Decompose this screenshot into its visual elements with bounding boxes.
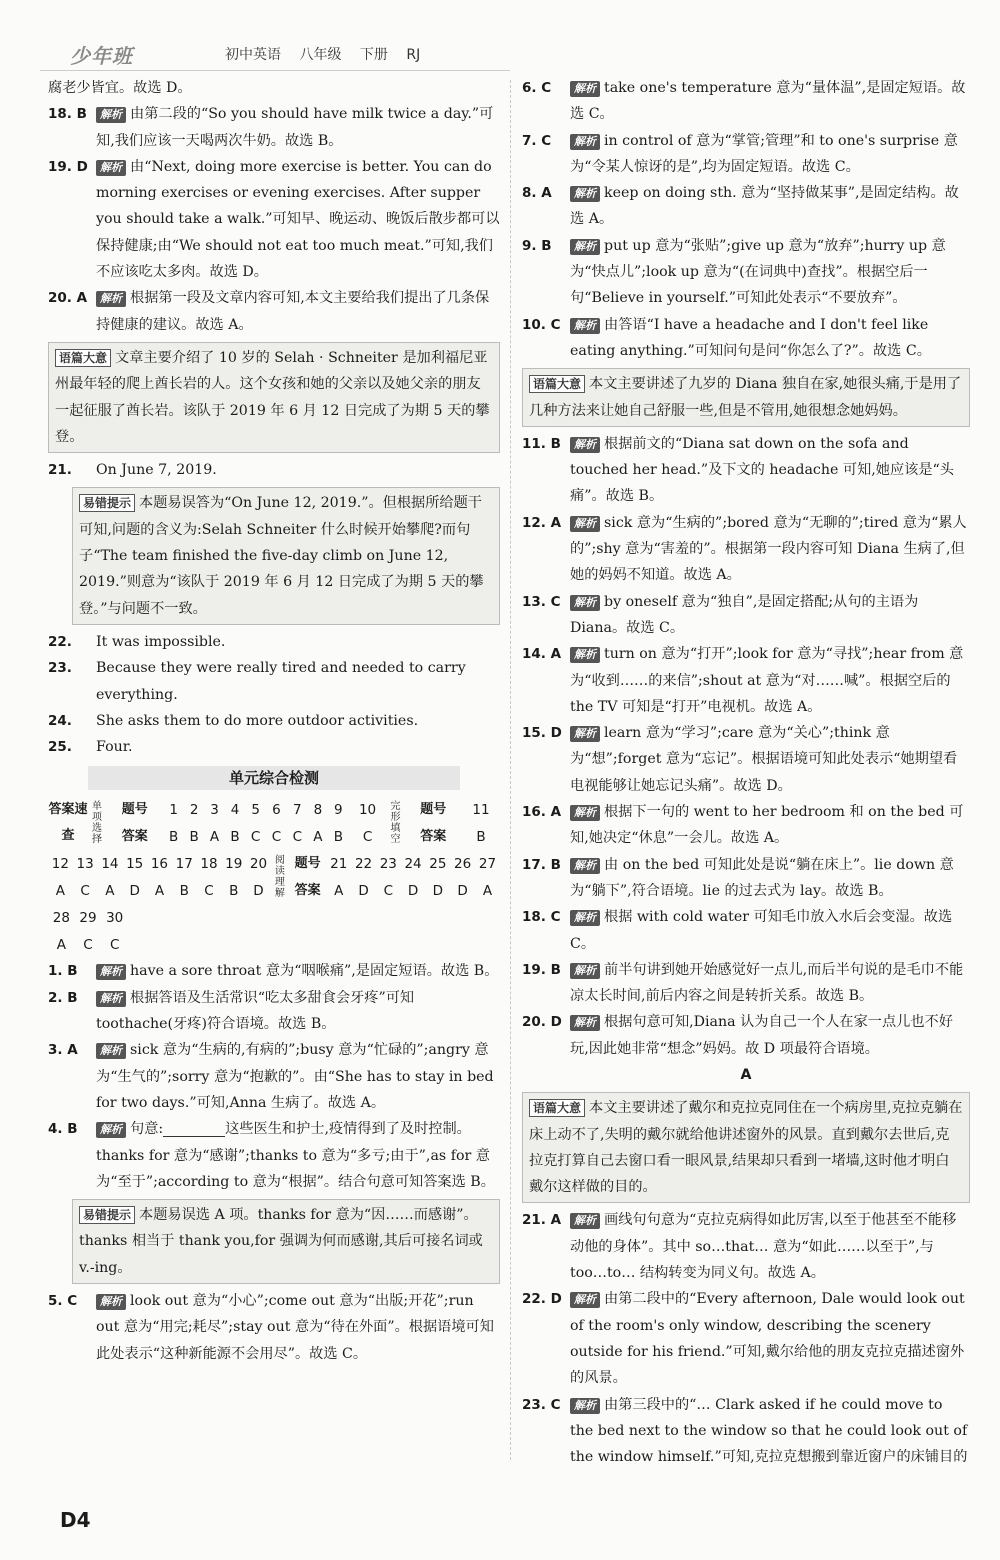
analysis-tag: 解析 [96, 1122, 126, 1138]
answer-number: 9. B [522, 237, 552, 254]
grade-label: 八年级 [299, 47, 342, 63]
answer-text [570, 1009, 970, 1062]
tip-label: 易错提示 [79, 494, 135, 512]
analysis-tag: 解析 [96, 1294, 126, 1310]
tip-box [72, 1199, 500, 1284]
answer-number: 22. [48, 633, 72, 650]
explanation: 画线句句意为“克拉克病得如此厉害,以至于他甚至不能移动他的身体”。其中 so…that… 意为“如此……以至于”,与 too…to… 结构转变为同义句。故选 A。 [570, 1212, 957, 1282]
analysis-tag: 解析 [570, 318, 600, 334]
table-cell: 18 [200, 855, 218, 872]
answer-key-table-3 [48, 904, 128, 958]
explanation: 根据答语及生活常识“吃太多甜食会牙疼”可知 toothache(牙疼)符合语境。故选 B。 [96, 989, 415, 1033]
answer-number: 3. A [48, 1042, 78, 1059]
table-cell: 8 [313, 801, 323, 818]
answer-item [522, 957, 970, 1010]
page-header [40, 38, 970, 70]
explanation: look out 意为“小心”;come out 意为“出版;开花”;run out 意为“用完;耗尽”;stay out 意为“待在外面”。根据语境可知此处表示“这种新能源不会用尽”。故选 C。 [96, 1292, 494, 1362]
explanation: 前半句讲到她开始感觉好一点儿,而后半句说的是毛巾不能凉太长时间,前后内容之间是转折关系。故选 B。 [570, 961, 964, 1005]
answer-number: 19. B [522, 961, 561, 978]
analysis-tag: 解析 [570, 1398, 600, 1414]
answer-text [570, 852, 970, 905]
summary-box [48, 342, 500, 453]
table-cell: 25 [429, 855, 447, 872]
table-cell: A [105, 882, 115, 899]
explanation: keep on doing sth. 意为“坚持做某事”,是固定结构。故选 A。 [570, 185, 959, 228]
explanation: learn 意为“学习”;care 意为“关心”;think 意为“想”;forget 意为“忘记”。根据语境可知此处表示“她期望看电视能够让她忘记头痛”。故选 D。 [570, 725, 958, 794]
explanation: 根据下一句的 went to her bedroom 和 on the bed 可知,她决定“休息”一会儿。故选 A。 [570, 804, 964, 847]
answer-item [522, 75, 970, 128]
answer-text [96, 1037, 500, 1116]
table-cell: D [457, 882, 468, 899]
explanation: sick 意为“生病的”;bored 意为“无聊的”;tired 意为“累人的”;shy 意为“害羞的”。根据第一段内容可知 Diana 生病了,但她的妈妈不知道。故选 A。 [570, 514, 967, 584]
table-cell: D [432, 882, 444, 899]
answer-item [522, 1392, 970, 1471]
answer-number: 11. B [522, 435, 561, 452]
answer-text: She asks them to do more outdoor activities. [96, 712, 419, 729]
answer-text [570, 75, 970, 128]
a-label: 答案 [121, 828, 148, 844]
table-cell: 17 [175, 855, 193, 872]
answer-item [522, 1207, 970, 1286]
answer-text [96, 154, 500, 285]
table-cell: A [313, 828, 323, 845]
explanation: 这些医生和护士,疫情得到了及时控制。thanks for 意为“感谢”;thanks to 意为“多亏;由于”,as for 意为“至于”;according to 意为“根据”。结合句意可知答案选 B。 [96, 1121, 495, 1190]
summary-label: 语篇大意 [529, 375, 585, 393]
answer-item [522, 312, 970, 365]
answer-number: 23. C [522, 1396, 561, 1413]
answer-item [48, 457, 500, 483]
table-cell: 7 [292, 801, 302, 818]
answer-number: 15. D [522, 725, 562, 742]
table-cell: A [482, 882, 493, 899]
explanation: 句意: [130, 1121, 164, 1138]
analysis-tag: 解析 [96, 291, 126, 307]
explanation: 由第二段的“So you should have milk twice a day.”可知,我们应该一天喝两次牛奶。故选 B。 [96, 106, 494, 149]
analysis-tag: 解析 [570, 186, 600, 202]
answer-number: 20. A [48, 290, 88, 307]
answer-item [48, 154, 500, 285]
answer-number: 16. A [522, 804, 562, 821]
analysis-tag: 解析 [570, 647, 600, 663]
answer-number: 25. [48, 739, 72, 756]
table-cell: D [407, 882, 419, 899]
table-cell: 1 [169, 801, 178, 818]
answer-text [570, 904, 970, 957]
table-row [48, 823, 500, 850]
analysis-tag: 解析 [570, 1015, 600, 1031]
answer-item [48, 708, 500, 734]
answer-text [96, 101, 500, 154]
table-cell: C [204, 882, 214, 899]
answer-item [522, 852, 970, 905]
answer-item [48, 101, 500, 154]
table-cell: A [334, 882, 344, 899]
answer-item [48, 1037, 500, 1116]
single-choice-label: 单项选择 [92, 801, 102, 846]
answer-item [522, 904, 970, 957]
table-cell: 5 [251, 801, 260, 818]
a-label: 答案 [294, 882, 321, 898]
analysis-tag: 解析 [570, 595, 600, 611]
passage-label: A [740, 1066, 752, 1083]
answer-item [522, 720, 970, 799]
answer-text [570, 799, 970, 852]
answer-key-table-2 [48, 850, 500, 904]
table-cell: 14 [101, 855, 119, 872]
table-cell: C [80, 882, 90, 899]
brand-logo: 少年班 [70, 44, 133, 68]
answer-item [522, 180, 970, 233]
explanation: 根据 with cold water 可知毛巾放入水后会变湿。故选 C。 [570, 909, 953, 952]
section-title: 单元综合检测 [88, 766, 460, 790]
summary-box [522, 1092, 970, 1203]
answer-text [570, 589, 970, 642]
table-cell: 6 [272, 801, 281, 818]
answer-text [570, 312, 970, 365]
explanation: 由 on the bed 可知此处是说“躺在床上”。lie down 意为“躺下”,符合语境。lie 的过去式为 lay。故选 B。 [570, 856, 954, 899]
answer-number: 10. C [522, 316, 561, 333]
table-cell: 30 [106, 909, 124, 926]
table-cell: 22 [354, 855, 373, 872]
answer-item [522, 1009, 970, 1062]
explanation: 由第三段中的“… Clark asked if he could move to the bed next to the window so that he could look out of the window himself.”可知,克拉克想搬到靠近窗户的床铺目的 [570, 1396, 968, 1466]
table-cell: 13 [76, 855, 94, 872]
analysis-tag: 解析 [96, 160, 126, 176]
answer-text [570, 233, 970, 312]
table-cell: 9 [334, 801, 343, 818]
answer-number: 13. C [522, 593, 561, 610]
analysis-tag: 解析 [96, 964, 126, 980]
table-cell: 20 [249, 855, 268, 872]
answer-item [522, 233, 970, 312]
answer-text [570, 128, 970, 181]
answer-number: 18. B [48, 106, 87, 123]
analysis-tag: 解析 [96, 107, 126, 123]
table-cell: 11 [472, 801, 490, 818]
answer-text [570, 431, 970, 510]
answer-item [522, 128, 970, 181]
explanation: turn on 意为“打开”;look for 意为“寻找”;hear from 意为“收到……的来信”;shout at 意为“对……喊”。根据空后的 the TV 可知是“打开”电视机。故选 A。 [570, 646, 964, 715]
answer-item [522, 589, 970, 642]
table-row [48, 850, 500, 877]
table-cell: 21 [330, 855, 348, 872]
analysis-tag: 解析 [570, 726, 600, 742]
answer-text [96, 1116, 500, 1195]
column-divider [510, 80, 511, 1460]
table-cell: 10 [358, 801, 377, 818]
table-cell: 15 [126, 855, 144, 872]
answer-number: 2. B [48, 989, 78, 1006]
answer-item [48, 655, 500, 708]
table-cell: C [362, 828, 373, 845]
tip-label: 易错提示 [79, 1206, 135, 1224]
table-row [48, 931, 128, 958]
explanation: 由答语“I have a headache and I don't feel like eating anything.”可知问句是问“你怎么了?”。故选 C。 [570, 316, 931, 359]
table-cell: B [476, 828, 486, 845]
answer-item [48, 958, 500, 984]
tip-text: 本题易误选 A 项。thanks for 意为“因……而感谢”。thanks 相当于 thank you,for 强调为何而感谢,其后可接名词或 v.-ing。 [79, 1207, 483, 1276]
explanation: 由“Next, doing more exercise is better. You can do morning exercises or evening exercises. After supper you should take a walk.”可知早、晚运动、晚饭后散步都可以保持健康;由“We should not eat too much meat.”可知,我们不应该吃太多肉。故选 D。 [96, 158, 500, 281]
answer-item [522, 1286, 970, 1391]
answer-number: 21. A [522, 1212, 562, 1229]
analysis-tag: 解析 [570, 134, 600, 150]
answer-text: On June 7, 2019. [96, 462, 217, 479]
table-cell: 23 [379, 855, 397, 872]
answer-text [570, 1207, 970, 1286]
cloze-label: 完形填空 [390, 801, 401, 846]
table-cell: 24 [404, 855, 422, 872]
table-cell: 3 [210, 801, 219, 818]
table-cell: 26 [454, 855, 472, 872]
grade-info [225, 44, 434, 64]
analysis-tag: 解析 [96, 1043, 126, 1059]
answer-item [48, 734, 500, 760]
table-cell: 19 [225, 855, 243, 872]
a-label: 答案 [420, 828, 447, 844]
page-number: D4 [60, 1508, 91, 1532]
analysis-tag: 解析 [570, 239, 600, 255]
table-cell: D [358, 882, 369, 899]
continued-text: 腐老少皆宜。故选 D。 [48, 80, 192, 96]
table-cell: B [333, 828, 343, 845]
answer-number: 12. A [522, 514, 562, 531]
table-cell: A [209, 828, 220, 845]
table-cell: 28 [52, 909, 70, 926]
table-cell: B [169, 828, 179, 845]
header-rule [40, 70, 510, 71]
summary-label: 语篇大意 [55, 349, 111, 367]
answer-text [570, 1392, 970, 1471]
analysis-tag: 解析 [570, 963, 600, 979]
answer-text: It was impossible. [96, 633, 226, 650]
analysis-tag: 解析 [570, 516, 600, 532]
table-cell: C [83, 936, 93, 953]
left-column [48, 75, 500, 1367]
answer-item [522, 431, 970, 510]
table-row [48, 796, 500, 823]
table-cell: B [230, 828, 240, 845]
analysis-tag: 解析 [570, 437, 600, 453]
answer-number: 21. [48, 462, 72, 479]
explanation: in control of 意为“掌管;管理”和 to one's surprise 意为“令某人惊讶的是”,均为固定短语。故选 C。 [570, 132, 958, 175]
analysis-tag: 解析 [570, 858, 600, 874]
q-label: 题号 [121, 801, 148, 817]
answer-number: 14. A [522, 646, 562, 663]
answer-number: 8. A [522, 185, 552, 202]
answer-text [96, 958, 500, 984]
explanation: by oneself 意为“独自”,是固定搭配;从句的主语为 Diana。故选 C。 [570, 593, 919, 636]
table-cell: C [271, 828, 282, 845]
subject-label: 初中英语 [225, 47, 281, 63]
summary-label: 语篇大意 [529, 1099, 585, 1117]
table-cell: C [250, 828, 261, 845]
answer-text [96, 285, 500, 338]
table-cell: 16 [150, 855, 169, 872]
answer-item [48, 1116, 500, 1195]
answer-item [522, 641, 970, 720]
answer-text [570, 510, 970, 589]
answer-text [96, 1288, 500, 1367]
answer-key-table [48, 796, 500, 850]
analysis-tag: 解析 [570, 910, 600, 926]
answer-number: 22. D [522, 1291, 562, 1308]
analysis-tag: 解析 [96, 991, 126, 1007]
table-cell: B [229, 882, 239, 899]
analysis-tag: 解析 [570, 81, 600, 97]
answer-text: Four. [96, 739, 133, 756]
answer-number: 17. B [522, 856, 561, 873]
table-cell: 12 [51, 855, 69, 872]
explanation: 由第二段中的“Every afternoon, Dale would look out of the room's only window, describing the scenery outside for his friend.”可知,戴尔给他的朋友克拉克描述窗外的风景。 [570, 1291, 965, 1387]
answer-item [48, 629, 500, 655]
answer-number: 5. C [48, 1292, 78, 1309]
answer-number: 19. D [48, 158, 88, 175]
answer-text: Because they were really tired and needed to carry everything. [96, 660, 466, 703]
table-cell: B [189, 828, 199, 845]
explanation: take one's temperature 意为“量体温”,是固定短语。故选 C。 [570, 80, 966, 123]
answer-item [48, 1288, 500, 1367]
explanation: sick 意为“生病的,有病的”;busy 意为“忙碌的”;angry 意为“生气的”;sorry 意为“抱歉的”。由“She has to stay in bed for two days.”可知,Anna 生病了。故选 A。 [96, 1042, 494, 1111]
answer-text [570, 720, 970, 799]
answer-number: 20. D [522, 1014, 562, 1031]
table-cell: C [292, 828, 302, 845]
explanation: put up 意为“张贴”;give up 意为“放弃”;hurry up 意为“快点儿”;look up 意为“(在词典中)查找”。根据空后一句“Believe in yourself.”可知此处表示“不要放弃”。 [570, 237, 946, 307]
table-cell: 2 [189, 801, 199, 818]
table-cell: C [383, 882, 394, 899]
explanation: 根据句意可知,Diana 认为自己一个人在家一点儿也不好玩,因此她非常“想念”妈妈。故 D 项最符合语境。 [570, 1014, 953, 1057]
answer-number: 18. C [522, 909, 561, 926]
table-cell: 29 [79, 909, 97, 926]
explanation: 根据第一段及文章内容可知,本文主要给我们提出了几条保持健康的建议。故选 A。 [96, 290, 490, 333]
answer-number: 23. [48, 660, 72, 677]
summary-box [522, 368, 970, 427]
answer-text [570, 1286, 970, 1391]
edition-label: RJ [406, 47, 421, 63]
explanation: 根据前文的“Diana sat down on the sofa and touched her head.”及下文的 headache 可知,她应该是“头痛”。故选 B。 [570, 435, 954, 505]
answer-number: 4. B [48, 1121, 78, 1138]
table-cell: B [179, 882, 189, 899]
answer-text [570, 180, 970, 233]
analysis-tag: 解析 [570, 1213, 600, 1229]
summary-text: 本文主要讲述了九岁的 Diana 独自在家,她很头痛,于是用了几种方法来让她自己舒服一些,但是不管用,她很想念她妈妈。 [529, 376, 962, 419]
answer-number: 1. B [48, 963, 78, 980]
table-cell: A [154, 882, 165, 899]
answer-item [48, 985, 500, 1038]
analysis-tag: 解析 [570, 805, 600, 821]
tip-box [72, 487, 500, 624]
table-cell: 27 [478, 855, 497, 872]
answer-item [522, 799, 970, 852]
summary-text: 文章主要介绍了 10 岁的 Selah · Schneiter 是加利福尼亚州最年轻的爬上酋长岩的人。这个女孩和她的父亲以及她父亲的朋友一起征服了酋长岩。该队于 2019 年 6 月 12 日完成了为期 5 天的攀登。 [55, 349, 490, 445]
answer-text [570, 957, 970, 1010]
answer-number: 24. [48, 712, 72, 729]
table-label: 答案速查 [48, 802, 88, 844]
answer-number: 7. C [522, 132, 552, 149]
analysis-tag: 解析 [570, 1292, 600, 1308]
tip-text: 本题易误答为“On June 12, 2019.”。但根据所给题干可知,问题的含义为:Selah Schneiter 什么时候开始攀爬?而句子“The team finished the five-day climb on June 12, 2019.”则意为“该队于 2019 年 6 月 12 日完成了为期 5 天的攀登。”与问题不一致。 [79, 495, 484, 617]
table-cell: D [129, 882, 140, 899]
explanation: have a sore throat 意为“咽喉痛”,是固定短语。故选 B。 [130, 963, 499, 980]
q-label: 题号 [294, 855, 321, 871]
table-cell: A [55, 882, 65, 899]
blank-line [163, 1122, 225, 1137]
table-cell: C [109, 936, 120, 953]
answer-text [570, 641, 970, 720]
answer-text [96, 985, 500, 1038]
volume-label: 下册 [359, 47, 388, 63]
table-cell: A [56, 936, 66, 953]
summary-text: 本文主要讲述了戴尔和克拉克同住在一个病房里,克拉克躺在床上动不了,失明的戴尔就给他讲述窗外的风景。直到戴尔去世后,克拉克打算自己去窗口看一眼风景,结果却只看到一堵墙,这时他才明白戴尔这样做的目的。 [529, 1100, 963, 1196]
table-cell: 4 [230, 801, 240, 818]
answer-item [522, 510, 970, 589]
answer-item [48, 285, 500, 338]
right-column [522, 75, 970, 1470]
table-row [48, 904, 128, 931]
table-cell: D [253, 882, 264, 899]
q-label: 题号 [420, 801, 447, 817]
reading-label: 阅读理解 [274, 855, 285, 900]
answer-number: 6. C [522, 80, 552, 96]
